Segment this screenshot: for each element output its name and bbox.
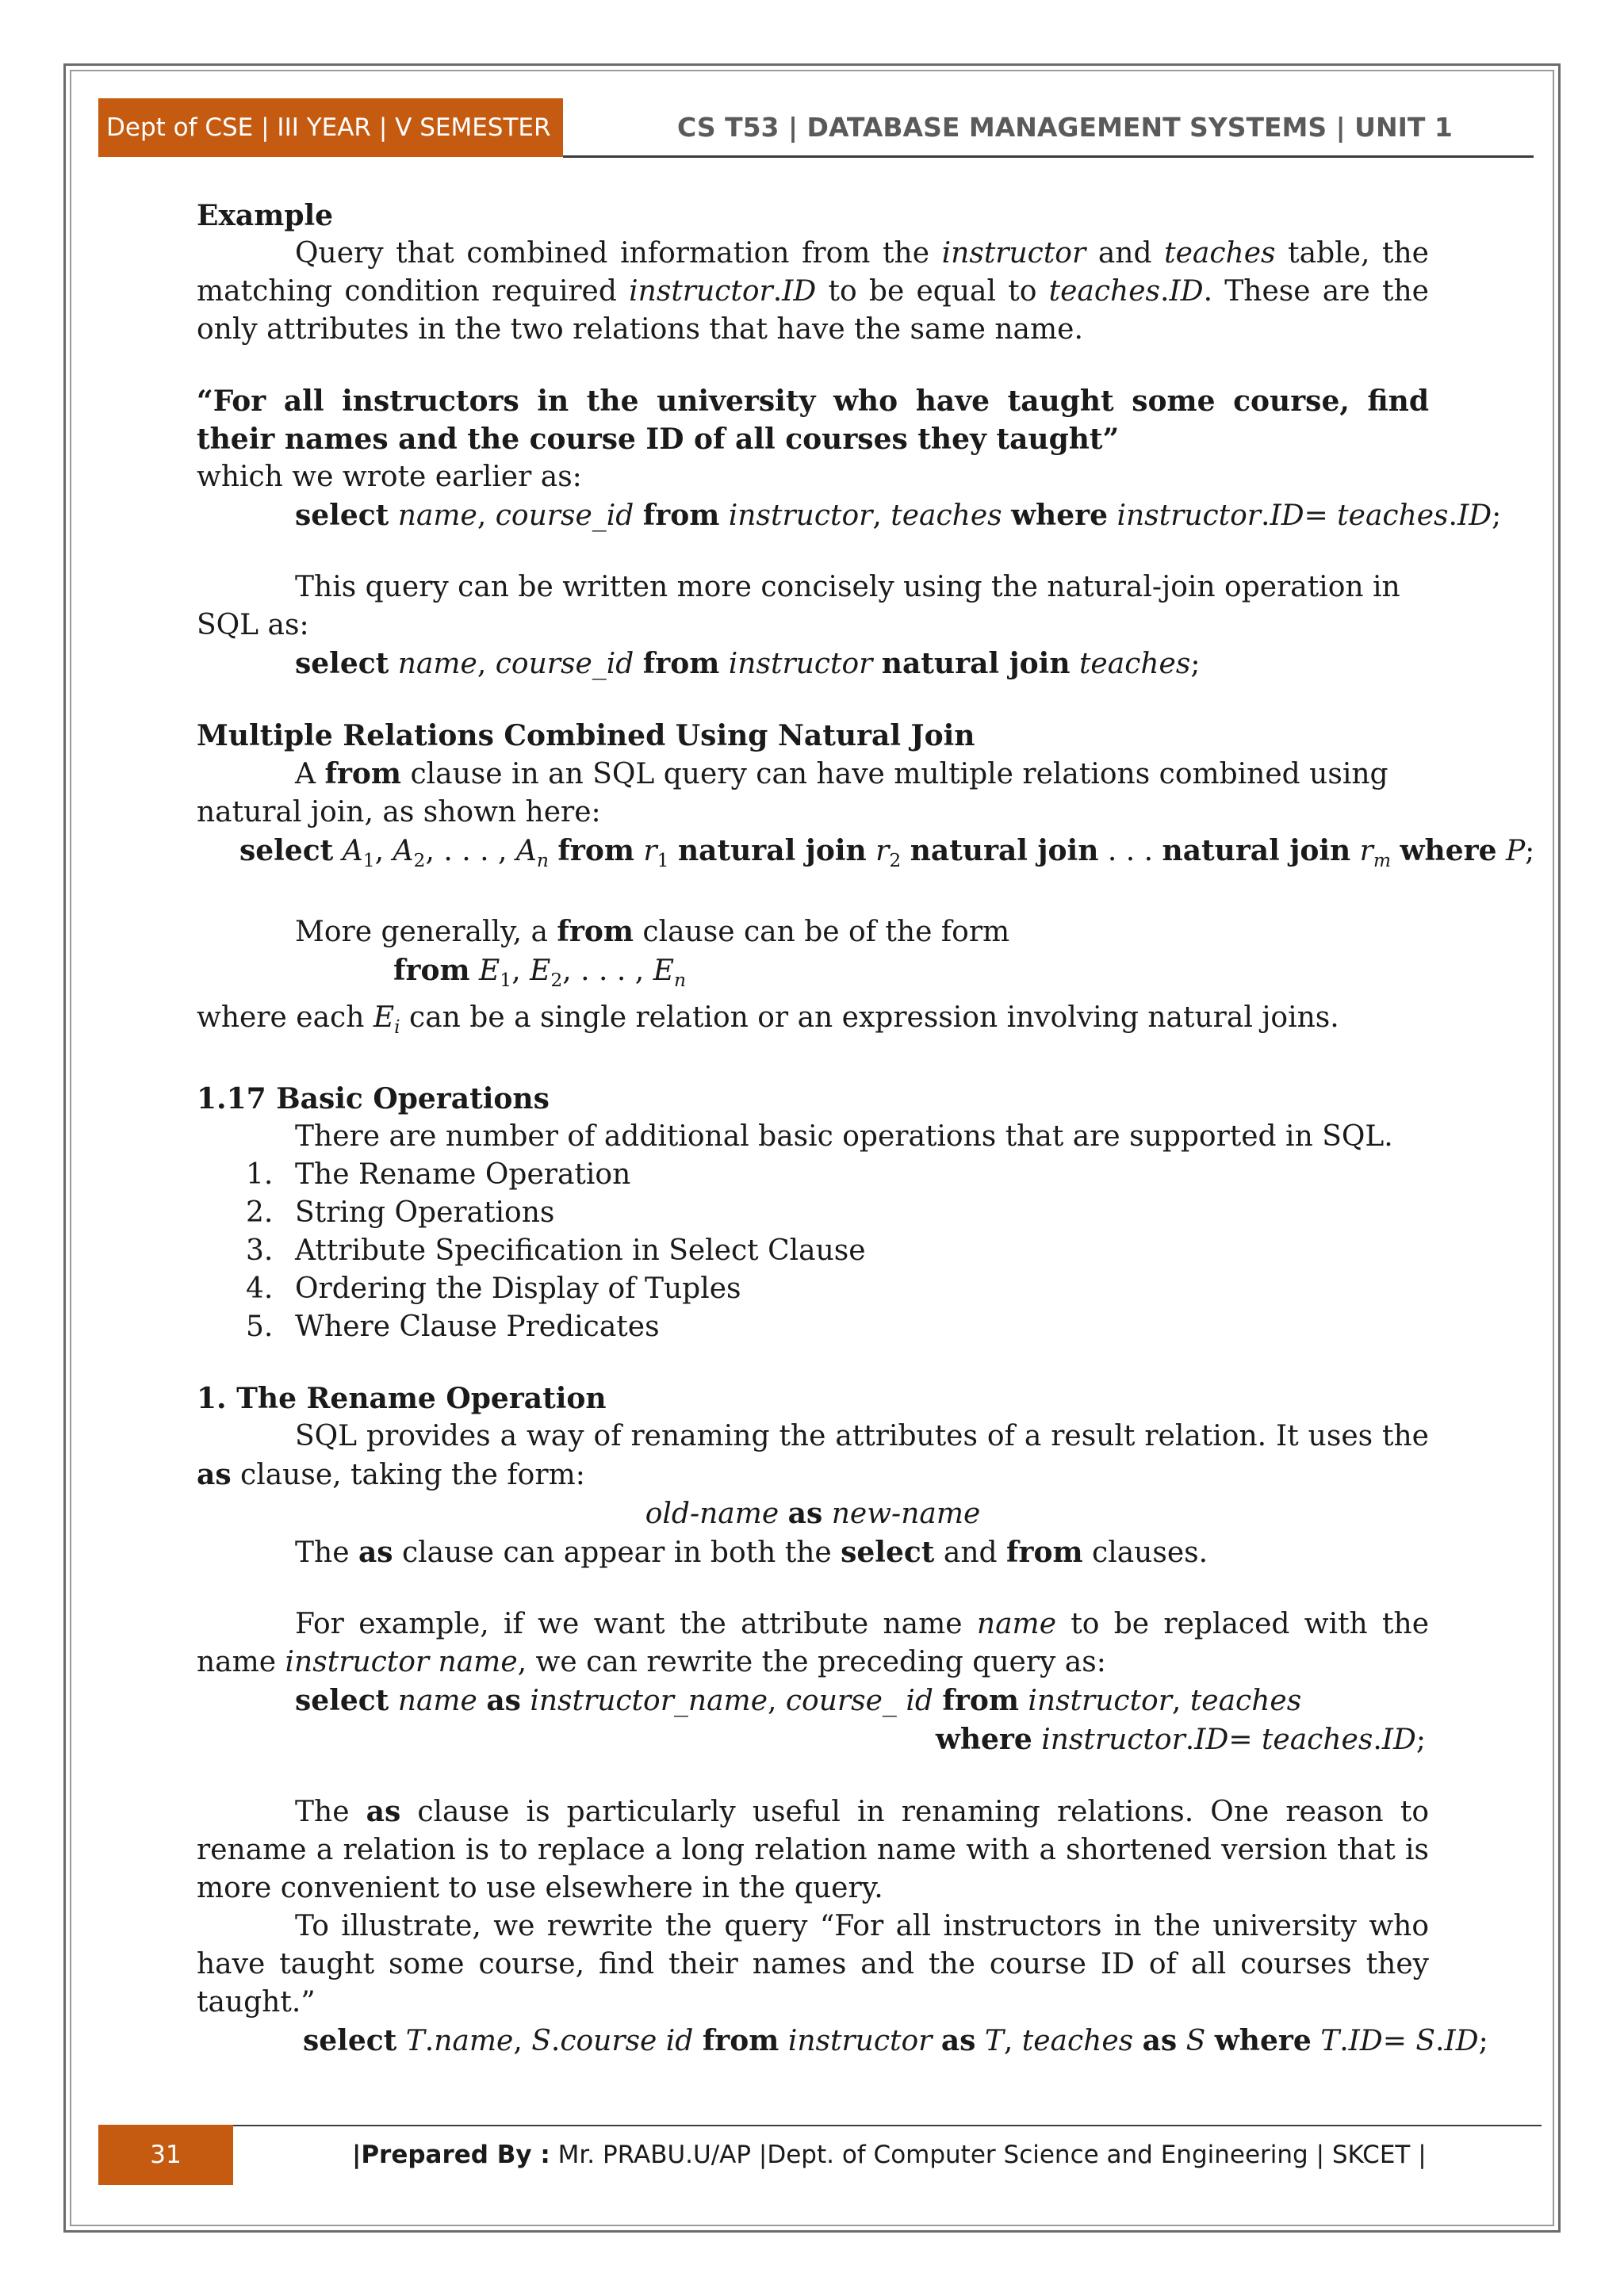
rename-example-text: For example, if we want the attribute name name to be replaced with the name instructor name, we can rewrite the preceding query as: — [197, 1607, 1429, 1678]
query-rename-line1: select name as instructor_name, course_ id from instructor, teaches — [295, 1683, 1302, 1717]
example-heading: Example — [197, 199, 334, 232]
list-item: 2. String Operations — [246, 1196, 555, 1229]
query-rename-line2: where instructor.ID= teaches.ID; — [935, 1722, 1426, 1756]
as-clause-useful-text: The as clause is particularly useful in renaming relations. One reason to rename a relation is to replace a long relation name with a shortened version that is more convenient to use elsewhere in the query. — [197, 1794, 1429, 1904]
as-clause-text: The as clause can appear in both the select and from clauses. — [295, 1535, 1208, 1569]
basic-operations-list — [197, 1156, 1429, 1346]
page-number: 31 — [98, 2125, 233, 2185]
footer-credits: |Prepared By : Mr. PRABU.U/AP |Dept. of Computer Science and Engineering | SKCET | — [352, 2141, 1427, 2169]
multiple-relations-heading: Multiple Relations Combined Using Natural Join — [197, 719, 975, 752]
more-generally-text: More generally, a from clause can be of the form — [295, 915, 1010, 949]
header-course-title: CS T53 | DATABASE MANAGEMENT SYSTEMS | UNIT 1 — [677, 112, 1453, 143]
from-clause-form: from $E_1$, $E_2$, . . . , $E_n$ — [393, 954, 687, 992]
illustrate-text: To illustrate, we rewrite the query “For all instructors in the university who have taught some course, find their names and the course ID of all courses they taught.” — [197, 1909, 1429, 2019]
basic-operations-intro: There are number of additional basic operations that are supported in SQL. — [295, 1119, 1393, 1153]
list-item: 5. Where Clause Predicates — [246, 1310, 660, 1343]
multiple-relations-paragraph: A from clause in an SQL query can have multiple relations combined using natural join, as shown here: — [197, 757, 1388, 828]
rename-operation-heading: 1. The Rename Operation — [197, 1381, 607, 1415]
query-natural-join: select name, course_id from instructor natural join teaches; — [295, 647, 1201, 680]
page-content — [197, 197, 1535, 2061]
concise-text: This query can be written more concisely using the natural-join operation in SQL as: — [197, 571, 1400, 641]
example-quote: “For all instructors in the university who have taught some course, find their names and the course ID of all courses they taught” — [197, 385, 1429, 456]
example-paragraph: Query that combined information from the instructor and teaches table, the matching condition required instructor.ID to be equal to teaches.ID. These are the only attributes in the two relations that have the same name. — [197, 237, 1429, 346]
rename-form: old-name as new-name — [645, 1496, 981, 1530]
query-multiple-natural-join: select $A_1$, $A_2$, . . . , $A_n$ from $r_1$ natural join $r_2$ natural join . . . natural join $r_m$ where P; — [239, 834, 1535, 872]
list-item: 1. The Rename Operation — [246, 1158, 631, 1191]
list-item: 3. Attribute Specification in Select Clause — [246, 1234, 866, 1267]
where-each-text: where each $E_i$ can be a single relation or an expression involving natural joins. — [197, 1001, 1339, 1039]
query-rename-relations: select T.name, S.course id from instructor as T, teaches as S where T.ID= S.ID; — [303, 2023, 1488, 2057]
query-select-where: select name, course_id from instructor, teaches where instructor.ID= teaches.ID; — [295, 499, 1502, 532]
page-header — [98, 98, 1534, 159]
basic-operations-heading: 1.17 Basic Operations — [197, 1081, 550, 1115]
page-footer — [98, 2125, 1542, 2185]
header-department: Dept of CSE | III YEAR | V SEMESTER — [98, 98, 563, 157]
rename-paragraph: SQL provides a way of renaming the attributes of a result relation. It uses the as clause, taking the form: — [197, 1419, 1429, 1491]
list-item: 4. Ordering the Display of Tuples — [246, 1272, 741, 1305]
wrote-earlier-text: which we wrote earlier as: — [197, 461, 582, 493]
